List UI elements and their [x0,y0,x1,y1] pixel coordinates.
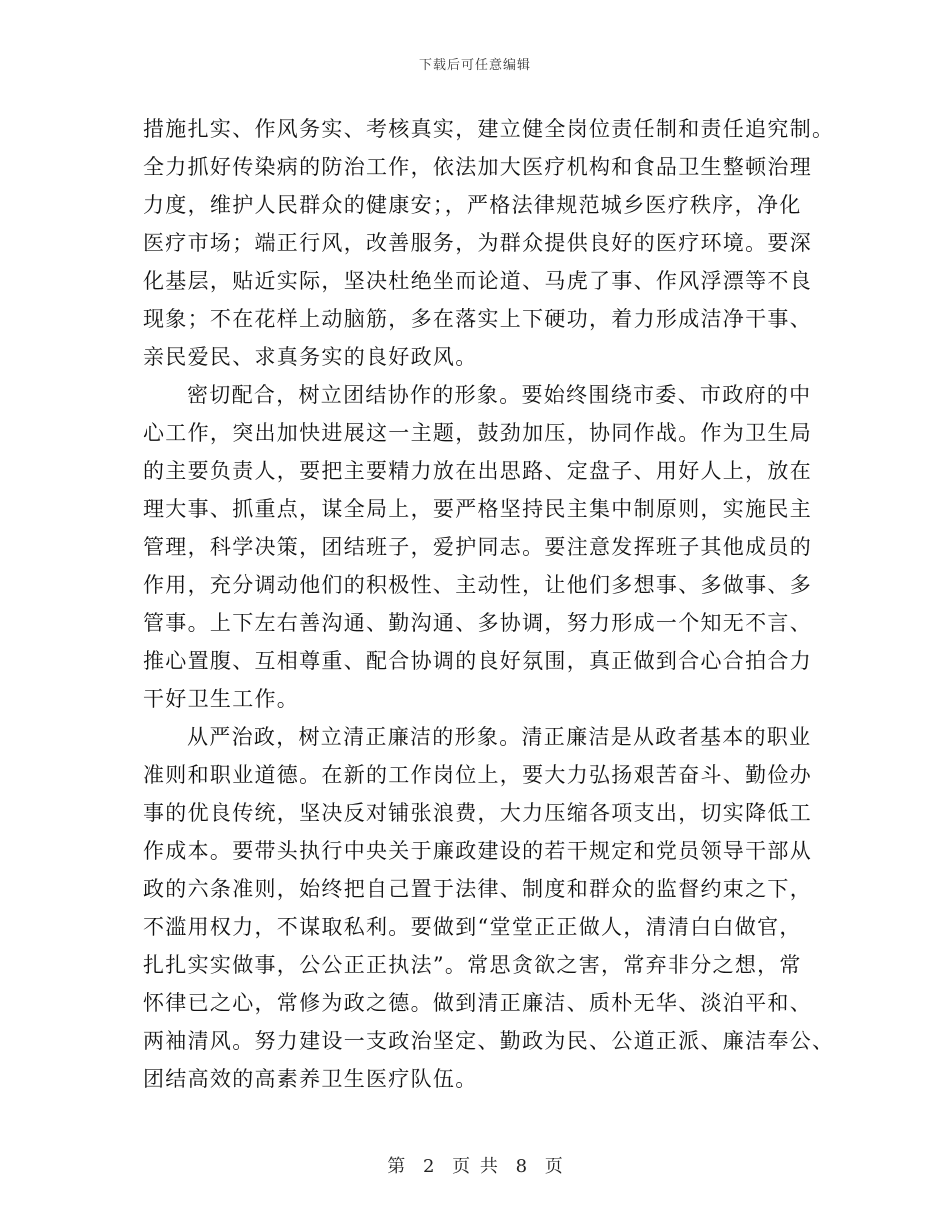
body-line: 团结高效的高素养卫生医疗队伍。 [143,1067,478,1091]
paragraph-start-line: 密切配合，树立团结协作的形象。要始终围绕市委、市政府的中 [187,383,812,407]
body-line: 管理，科学决策，团结班子，爱护同志。要注意发挥班子其他成员的 [143,535,812,559]
document-body [143,110,835,1098]
body-line: 力度，维护人民群众的健康安；，严格法律规范城乡医疗秩序，净化 [143,193,802,217]
footer-prefix: 第 [387,1156,406,1177]
body-line: 两袖清风。努力建设一支政治坚定、勤政为民、公道正派、廉洁奉公、 [143,1029,835,1053]
body-line: 现象；不在花样上动脑筋，多在落实上下硬功，着力形成洁净干事、 [143,307,812,331]
body-line: 作用，充分调动他们的积极性、主动性，让他们多想事、多做事、多 [143,573,812,597]
body-line: 干好卫生工作。 [143,687,300,711]
total-page-count: 8 [515,1156,528,1177]
body-line: 理大事、抓重点，谋全局上，要严格坚持民主集中制原则，实施民主 [143,497,812,521]
body-line: 措施扎实、作风务实、考核真实，建立健全岗位责任制和责任追究制。 [143,117,835,141]
body-line: 亲民爱民、求真务实的良好政风。 [143,345,478,369]
body-line: 不滥用权力，不谋取私利。要做到“堂堂正正做人，清清白白做官， [143,915,802,939]
body-line: 心工作，突出加快进展这一主题，鼓劲加压，协同作战。作为卫生局 [143,421,812,445]
body-line: 的主要负责人，要把主要精力放在出思路、定盘子、用好人上，放在 [143,459,812,483]
footer-suffix: 页 [544,1156,563,1177]
current-page-number: 2 [422,1156,435,1177]
body-line: 政的六条准则，始终把自己置于法律、制度和群众的监督约束之下， [143,877,812,901]
page-footer [0,1152,950,1178]
page-header: 下载后可任意编辑 [418,58,531,73]
body-line: 全力抓好传染病的防治工作，依法加大医疗机构和食品卫生整顿治理 [143,155,812,179]
body-line: 推心置腹、互相尊重、配合协调的良好氛围，真正做到合心合拍合力 [143,649,812,673]
paragraph-start-line: 从严治政，树立清正廉洁的形象。清正廉洁是从政者基本的职业 [187,725,812,749]
body-line: 准则和职业道德。在新的工作岗位上，要大力弘扬艰苦奋斗、勤俭办 [143,763,812,787]
footer-middle: 页 共 [452,1156,498,1177]
body-line: 怀律已之心，常修为政之德。做到清正廉洁、质朴无华、淡泊平和、 [143,991,812,1015]
body-line: 作成本。要带头执行中央关于廉政建设的若干规定和党员领导干部从 [143,839,812,863]
body-line: 扎扎实实做事，公公正正执法”。常思贪欲之害，常弃非分之想，常 [143,953,802,977]
body-line: 化基层，贴近实际，坚决杜绝坐而论道、马虎了事、作风浮漂等不良 [143,269,812,293]
body-line: 医疗市场；端正行风，改善服务，为群众提供良好的医疗环境。要深 [143,231,812,255]
body-line: 管事。上下左右善沟通、勤沟通、多协调，努力形成一个知无不言、 [143,611,812,635]
body-line: 事的优良传统，坚决反对铺张浪费，大力压缩各项支出，切实降低工 [143,801,812,825]
